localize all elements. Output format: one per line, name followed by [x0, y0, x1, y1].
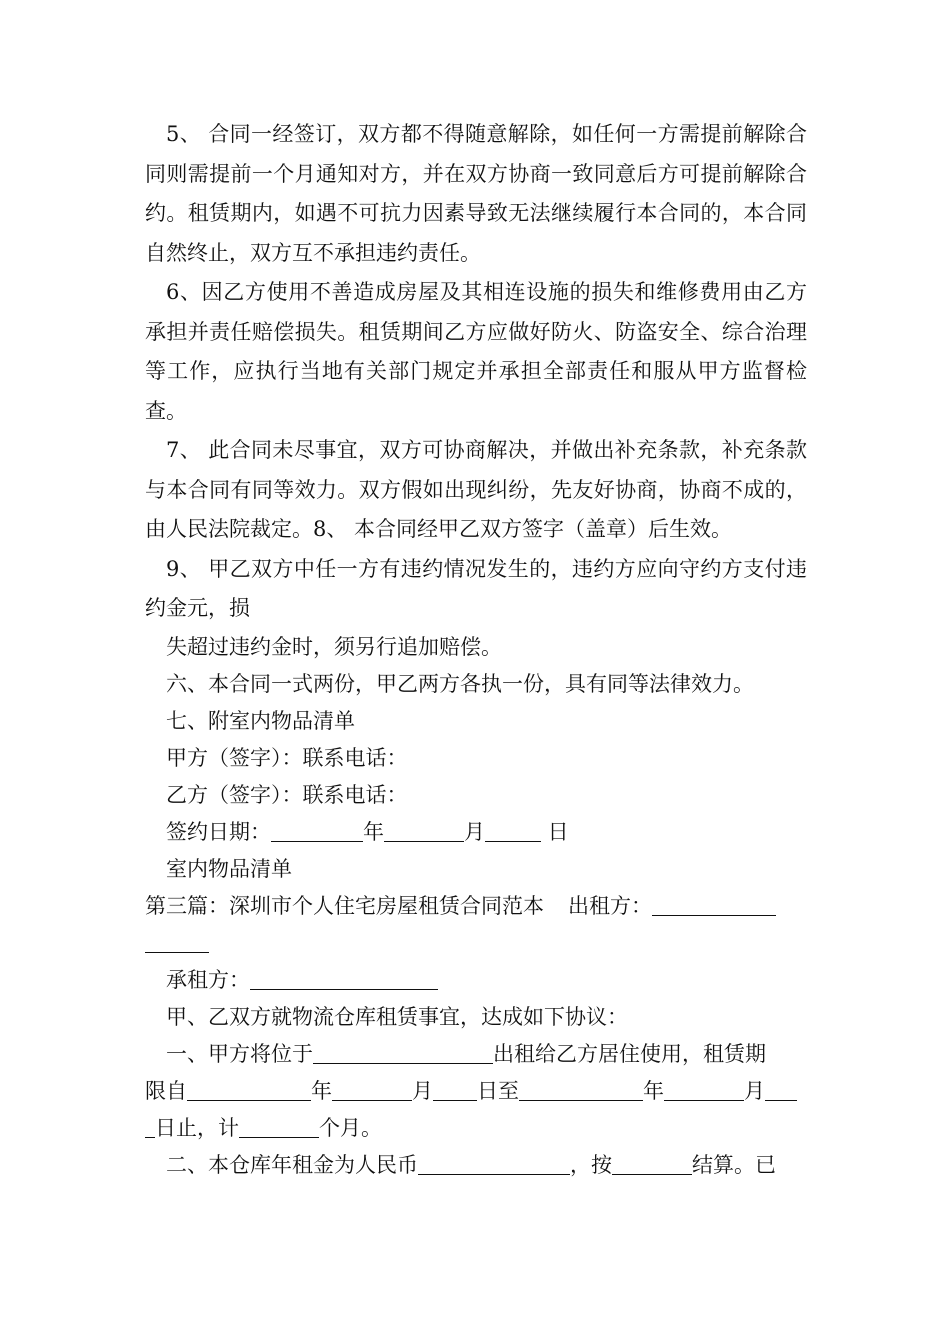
rent-blank [418, 1153, 570, 1175]
lessor-blank-continued [145, 925, 807, 962]
lessee-label: 承租方： [166, 967, 250, 992]
clause-1-prefix: 一、甲方将位于 [166, 1041, 313, 1066]
clause-9: 9、 甲乙双方中任一方有违约情况发生的，违约方应向守约方支付违约金元，损 [145, 556, 807, 620]
clause-6: 6、因乙方使用不善造成房屋及其相连设施的损失和维修费用由乙方承担并责任赔偿损失。租赁期间乙方应做好防火、防盗安全、综合治理等工作，应执行当地有关部门规定并承担全部责任和服从甲方监督检查。 [145, 280, 807, 423]
part-three-heading [145, 888, 807, 925]
clause-2-line-1 [145, 1147, 807, 1184]
section-7: 七、附室内物品清单 [166, 708, 355, 733]
date-label: 签约日期： [166, 819, 271, 844]
start-year-label: 年 [311, 1078, 332, 1103]
end-year-blank [519, 1079, 643, 1101]
lessee-line [145, 962, 807, 999]
end-month-label: 月 [744, 1078, 765, 1103]
start-day-blank [433, 1079, 477, 1101]
clause-1-line-2 [145, 1073, 807, 1110]
clause-5: 5、 合同一经签订，双方都不得随意解除，如任何一方需提前解除合同则需提前一个月通知对方，并在双方协商一致同意后方可提前解除合约。租赁期内，如遇不可抗力因素导致无法继续履行本合同的，本合同自然终止，双方互不承担违约责任。 [145, 122, 807, 265]
clause-1-line-1 [145, 1036, 807, 1073]
party-a-signature: 甲方（签字）：联系电话： [166, 745, 408, 770]
months-label: 个月。 [319, 1115, 382, 1140]
date-year-blank [271, 820, 363, 842]
end-month-blank [664, 1079, 744, 1101]
start-year-blank [187, 1079, 311, 1101]
start-day-to-label: 日至 [477, 1078, 519, 1103]
date-day-blank [485, 820, 541, 842]
clause-1-middle: 出租给乙方居住使用，租赁期 [493, 1041, 766, 1066]
end-day-blank-2 [145, 1116, 155, 1138]
part-three-title: 第三篇：深圳市个人住宅房屋租赁合同范本 [145, 893, 544, 918]
clause-2-middle: ，按 [570, 1152, 612, 1177]
end-day-blank [765, 1079, 797, 1101]
clause-9-continued: 失超过违约金时，须另行追加赔偿。 [166, 634, 502, 659]
date-month-label: 月 [464, 819, 485, 844]
date-month-blank [384, 820, 464, 842]
end-year-label: 年 [643, 1078, 664, 1103]
lessor-label: 出租方： [568, 893, 652, 918]
agreement-intro: 甲、乙双方就物流仓库租赁事宜，达成如下协议： [166, 1004, 628, 1029]
lessor-blank-2 [145, 931, 209, 953]
clause-7-8: 7、 此合同未尽事宜，双方可协商解决，并做出补充条款，补充条款与本合同有同等效力。双方假如出现纠纷，先友好协商，协商不成的，由人民法院裁定。8、 本合同经甲乙双方签字（盖章）后生效。 [145, 438, 807, 541]
start-month-blank [332, 1079, 412, 1101]
party-b-signature: 乙方（签字）：联系电话： [166, 782, 408, 807]
start-month-label: 月 [412, 1078, 433, 1103]
date-day-label: 日 [541, 819, 569, 844]
clause-1-end: 日止，计 [155, 1115, 239, 1140]
settlement-blank [612, 1153, 692, 1175]
lessor-blank [652, 894, 776, 916]
lessee-blank [250, 968, 438, 990]
clause-2-prefix: 二、本仓库年租金为人民币 [166, 1152, 418, 1177]
location-blank [313, 1042, 493, 1064]
document-body [145, 115, 807, 1184]
clause-1-from: 限自 [145, 1078, 187, 1103]
signing-date [145, 814, 807, 851]
months-blank [239, 1116, 319, 1138]
clause-1-line-3 [145, 1110, 807, 1147]
clause-2-end: 结算。已 [692, 1152, 776, 1177]
section-6: 六、本合同一式两份，甲乙两方各执一份，具有同等法律效力。 [166, 671, 754, 696]
inventory-title: 室内物品清单 [166, 856, 292, 881]
date-year-label: 年 [363, 819, 384, 844]
